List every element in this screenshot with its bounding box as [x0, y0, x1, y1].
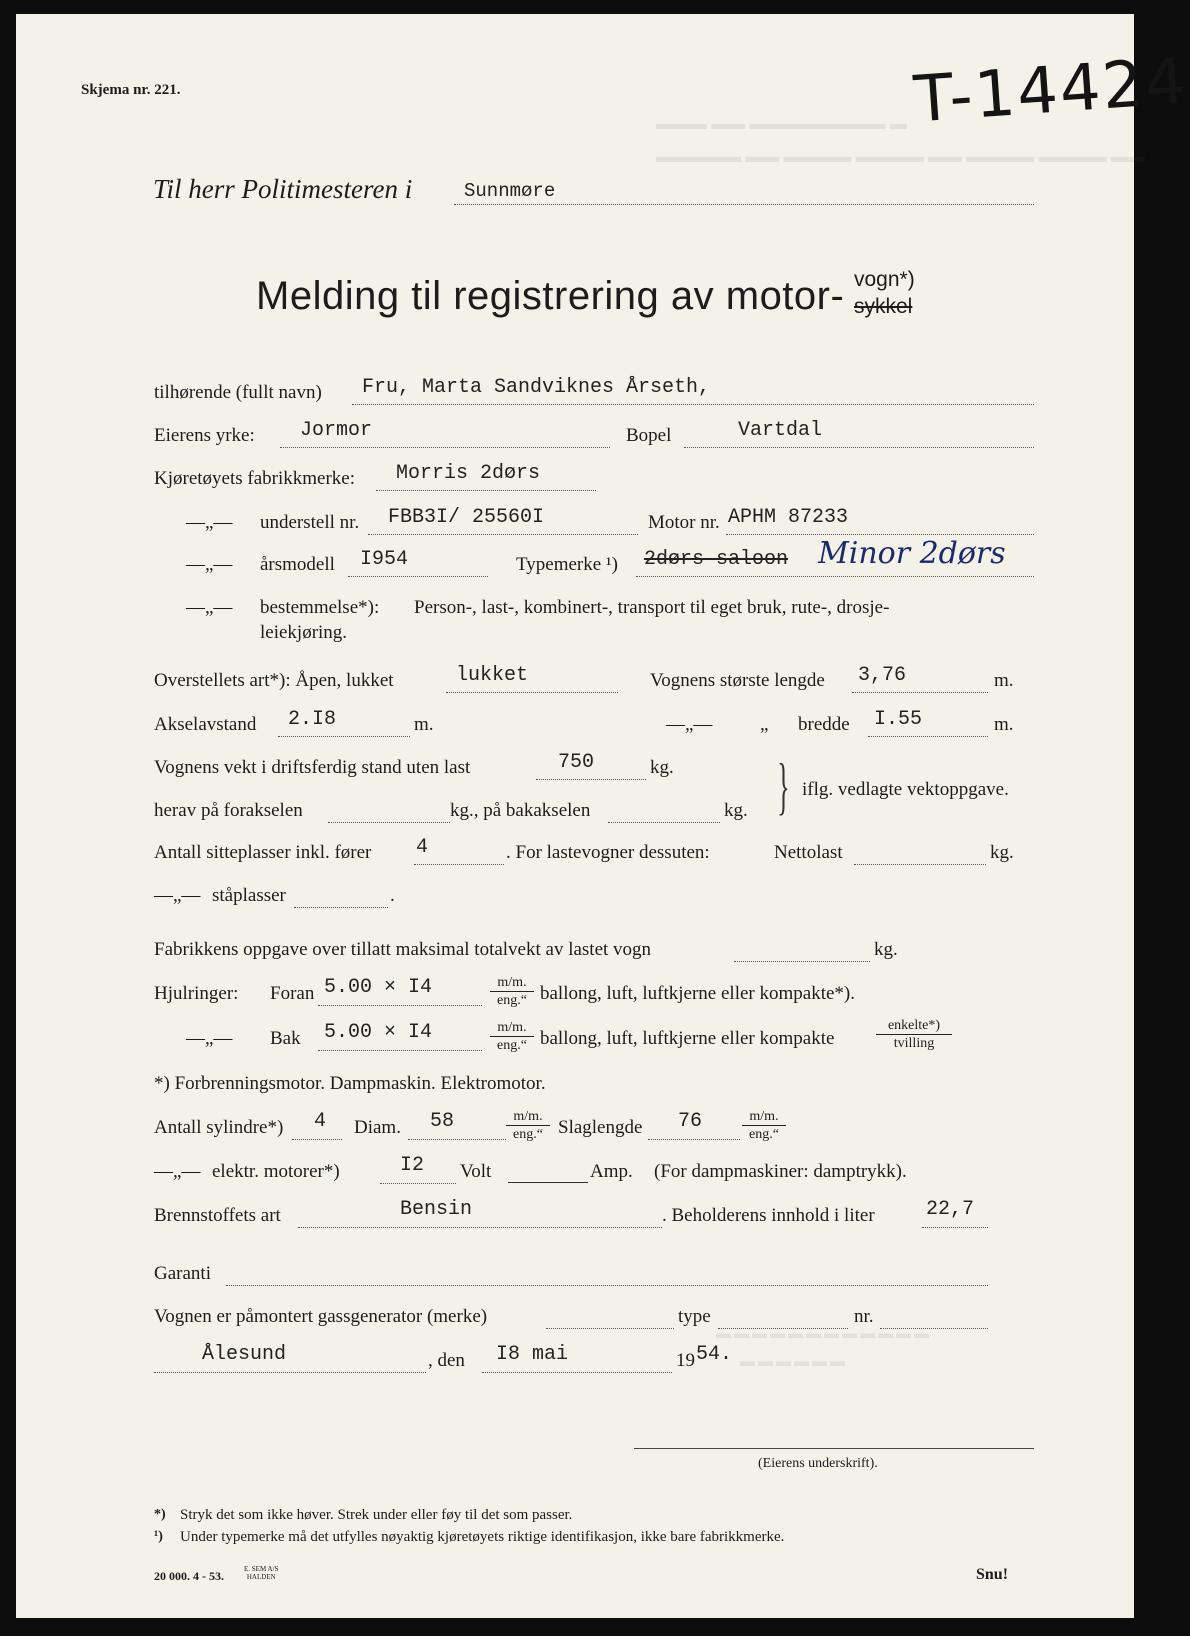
date-value: I8 mai [496, 1343, 569, 1366]
body-type-value: lukket [456, 664, 529, 687]
tyres-rear-value: 5.00 × I4 [324, 1021, 433, 1044]
ditto-mark: —„— [666, 714, 713, 735]
residence-value: Vartdal [738, 419, 823, 442]
ditto-mark: —„— [186, 1028, 233, 1049]
model-year-value: I954 [360, 548, 409, 571]
amp-label: Amp. [590, 1161, 633, 1182]
electric-motors-label: elektr. motorer*) [212, 1161, 340, 1182]
footnote-2: Under typemerke må det utfylles nøyaktig kjøretøyets riktige identifikasjon, ikke bare fabrikkmerke. [180, 1529, 785, 1545]
footnote-1-mark: *) [154, 1507, 166, 1522]
tyres-front-types: ballong, luft, luftkjerne eller kompakte*). [540, 983, 855, 1004]
ditto-mark: —„— [154, 885, 201, 906]
ditto-mark: —„— [186, 597, 233, 618]
residence-label: Bopel [626, 425, 672, 446]
front-axle-line [328, 822, 450, 823]
motor-line [726, 534, 1034, 535]
body-type-line [446, 692, 618, 693]
tyres-rear-label: Bak [270, 1028, 301, 1049]
cylinders-value: 4 [314, 1110, 327, 1133]
tyres-front-value: 5.00 × I4 [324, 976, 433, 999]
diam-label: Diam. [354, 1117, 401, 1138]
occupation-value: Jormor [300, 419, 373, 442]
faint-stamp: ▬▬▬▬▬▬ [740, 1354, 848, 1370]
motor-value: APHM 87233 [728, 506, 849, 529]
motor-label: Motor nr. [648, 512, 720, 533]
tank-value: 22,7 [926, 1198, 975, 1221]
fuel-line [298, 1227, 662, 1228]
max-weight-line [734, 961, 870, 962]
year-prefix: 19 [676, 1350, 695, 1371]
max-weight-label: Fabrikkens oppgave over tillatt maksimal totalvekt av lastet vogn [154, 939, 652, 960]
addressee-label: Til herr Politimesteren i [153, 174, 413, 204]
volt-label: Volt [460, 1161, 492, 1182]
tank-line [922, 1227, 988, 1228]
length-value: 3,76 [858, 664, 907, 687]
payload-label: Nettolast [774, 842, 843, 863]
print-run: 20 000. 4 - 53. [154, 1569, 224, 1583]
rear-axle-unit: kg. [724, 800, 748, 821]
stroke-unit: m/m. eng.“ [742, 1108, 786, 1143]
diam-value: 58 [430, 1110, 455, 1133]
body-type-label: Overstellets art*): Åpen, lukket [154, 670, 394, 691]
form-title: Melding til registrering av motor- [256, 274, 845, 318]
width-value: I.55 [874, 708, 923, 731]
turn-over-note: Snu! [976, 1566, 1009, 1583]
chassis-label: understell nr. [260, 512, 360, 533]
purpose-label: bestemmelse*): [260, 597, 380, 618]
date-line [482, 1372, 672, 1373]
rear-axle-line [608, 822, 720, 823]
gas-generator-no-label: nr. [854, 1306, 874, 1327]
seats-label: Antall sitteplasser inkl. fører [154, 842, 372, 863]
amp-line [508, 1182, 588, 1183]
wheelbase-unit: m. [414, 714, 434, 735]
addressee-value: Sunnmøre [464, 180, 556, 202]
diam-unit: m/m. eng.“ [506, 1108, 550, 1143]
bleed-through-text: ▬▬▬ ▬▬ ▬▬▬▬▬▬▬▬ ▬ [656, 114, 907, 133]
signature-line [634, 1448, 1034, 1449]
date-label: , den [428, 1350, 465, 1371]
weight-note: iflg. vedlagte vektoppgave. [802, 779, 1009, 800]
fuel-value: Bensin [400, 1198, 473, 1221]
curb-weight-value: 750 [558, 751, 595, 774]
gas-generator-type-label: type [678, 1306, 711, 1327]
brace: } [777, 750, 790, 821]
year-value: 54. [696, 1343, 733, 1366]
stroke-value: 76 [678, 1110, 703, 1133]
signature-caption: (Eierens underskrift). [758, 1456, 878, 1471]
purpose-options-cont: leiekjøring. [260, 622, 348, 643]
registration-form-page [16, 14, 1190, 1618]
volt-value: I2 [400, 1154, 425, 1177]
seats-line [414, 864, 504, 865]
length-unit: m. [994, 670, 1014, 691]
standing-period: . [390, 885, 395, 906]
standing-label: ståplasser [212, 885, 286, 906]
owner-name-label: tilhørende (fullt navn) [154, 382, 322, 403]
width-unit: m. [994, 714, 1014, 735]
ditto-mark: —„— [186, 554, 233, 575]
steam-note: (For dampmaskiner: damptrykk). [654, 1161, 907, 1182]
type-value-struck: 2dørs saloon [644, 548, 789, 571]
stroke-line [648, 1139, 740, 1140]
tyres-rear-types: ballong, luft, luftkjerne eller kompakte [540, 1028, 835, 1049]
length-label: Vognens største lengde [650, 670, 825, 691]
wheelbase-label: Akselavstand [154, 714, 257, 735]
tyres-rear-line [318, 1050, 482, 1051]
model-year-line [348, 576, 488, 577]
type-line [636, 576, 1034, 577]
handwritten-form-id: T-14424 [911, 44, 1190, 138]
payload-line [854, 864, 986, 865]
tyres-label: Hjulringer: [154, 983, 239, 1004]
wheelbase-value: 2.I8 [288, 708, 337, 731]
type-label: Typemerke ¹) [516, 554, 618, 575]
warranty-line [226, 1285, 988, 1286]
faint-stamp: ▬▬▬▬▬▬▬▬▬▬▬▬ [716, 1326, 932, 1342]
bleed-through-text: ▬▬▬▬▬ ▬▬ ▬▬▬▬ ▬▬▬▬ ▬▬ ▬▬▬▬ ▬▬▬▬ ▬▬ [656, 147, 1145, 166]
ditto-comma: „ [760, 714, 769, 735]
footnote-1: Stryk det som ikke høver. Strek under eller føy til det som passer. [180, 1507, 573, 1523]
standing-line [294, 907, 388, 908]
width-line [868, 736, 988, 737]
engine-types: *) Forbrenningsmotor. Dampmaskin. Elektromotor. [154, 1073, 546, 1094]
type-value-handwritten: Minor 2dørs [818, 536, 1006, 571]
place-value: Ålesund [202, 1343, 287, 1366]
residence-line [684, 447, 1034, 448]
tank-label: . Beholderens innhold i liter [662, 1205, 875, 1226]
curb-weight-label: Vognens vekt i driftsferdig stand uten last [154, 757, 471, 778]
wheelbase-line [278, 736, 410, 737]
chassis-value: FBB3I/ 25560I [388, 506, 545, 529]
length-line [852, 692, 988, 693]
diam-line [408, 1139, 506, 1140]
printer-mark: E. SEM A/S HALDEN [244, 1565, 279, 1581]
addressee-line [454, 204, 1034, 205]
width-label: bredde [798, 714, 850, 735]
stroke-label: Slaglengde [558, 1117, 643, 1138]
curb-weight-unit: kg. [650, 757, 674, 778]
seats-value: 4 [416, 836, 429, 859]
owner-name-line [352, 404, 1034, 405]
chassis-line [368, 534, 638, 535]
tyres-front-unit: m/m. eng.“ [490, 974, 534, 1009]
tyres-front-line [318, 1005, 482, 1006]
payload-unit: kg. [990, 842, 1014, 863]
cargo-label: . For lastevogner dessuten: [506, 842, 710, 863]
warranty-label: Garanti [154, 1263, 211, 1284]
cylinders-line [292, 1139, 342, 1140]
make-value: Morris 2dørs [396, 462, 541, 485]
tyres-rear-unit: m/m. eng.“ [490, 1019, 534, 1054]
model-year-label: årsmodell [260, 554, 335, 575]
title-sykkel-struck: sykkel [854, 295, 913, 318]
single-twin-choice: enkelte*) tvilling [876, 1017, 952, 1052]
ditto-mark: —„— [186, 512, 233, 533]
gas-generator-label: Vognen er påmontert gassgenerator (merke) [154, 1306, 488, 1327]
max-weight-unit: kg. [874, 939, 898, 960]
cylinders-label: Antall sylindre*) [154, 1117, 284, 1138]
front-axle-label: herav på forakselen [154, 800, 303, 821]
make-label: Kjøretøyets fabrikkmerke: [154, 468, 356, 489]
form-number: Skjema nr. 221. [81, 82, 181, 98]
fuel-label: Brennstoffets art [154, 1205, 281, 1226]
occupation-label: Eierens yrke: [154, 425, 255, 446]
occupation-line [280, 447, 610, 448]
owner-name-value: Fru, Marta Sandviknes Årseth, [362, 376, 711, 399]
footnote-2-mark: ¹) [154, 1529, 163, 1544]
place-line [154, 1372, 426, 1373]
make-line [376, 490, 596, 491]
gas-generator-line [546, 1328, 674, 1329]
purpose-options: Person-, last-, kombinert-, transport til eget bruk, rute-, drosje- [414, 597, 890, 618]
volt-line [380, 1183, 456, 1184]
title-vogn: vogn*) [854, 268, 915, 291]
tyres-front-label: Foran [270, 983, 315, 1004]
ditto-mark: —„— [154, 1161, 201, 1182]
curb-weight-line [536, 779, 646, 780]
rear-axle-label: kg., på bakakselen [450, 800, 591, 821]
